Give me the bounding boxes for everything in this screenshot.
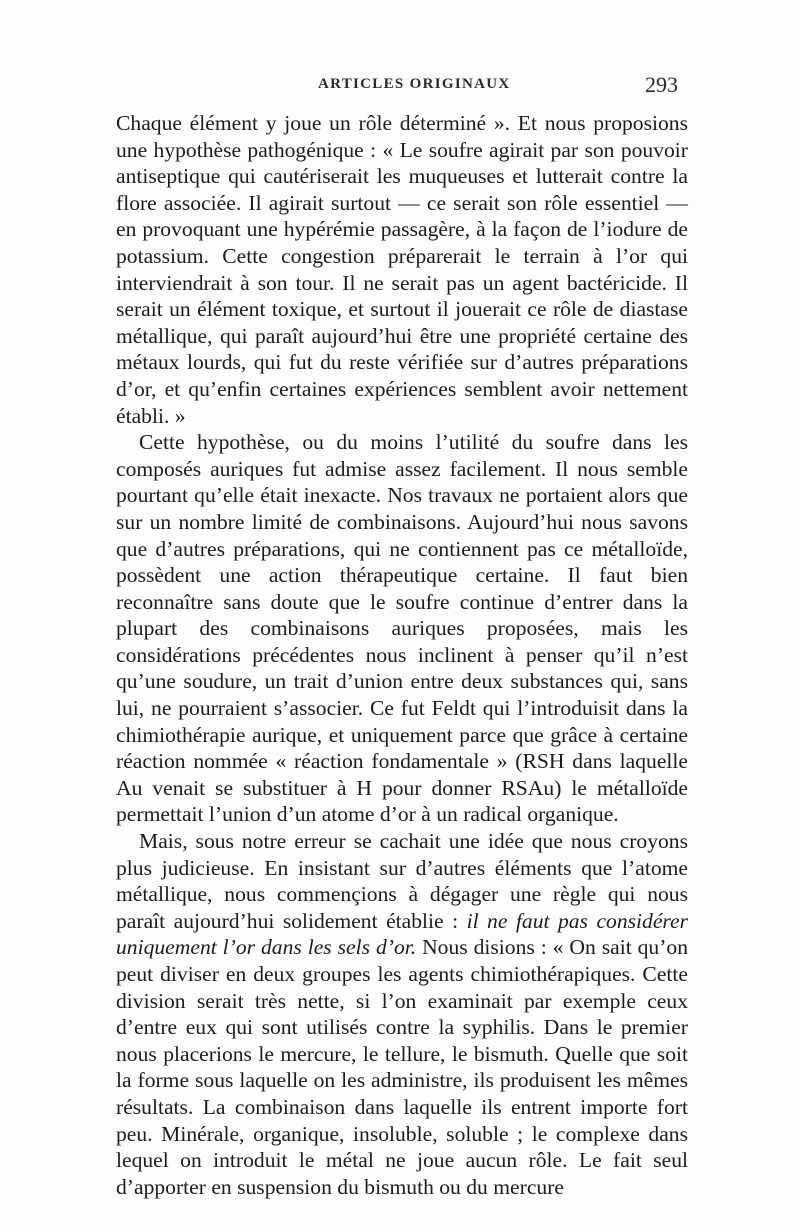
paragraph-2: Cette hypothèse, ou du moins l’utilité du soufre dans les composés auriques fut admise assez facilement. Il nous semble pourtant qu’elle était inexacte. Nos travaux ne portaient alors que sur un nombre limité de combinaisons. Aujourd’hui nous savons que d’autres préparations, qui ne contiennent pas ce métalloïde, possèdent une action thérapeutique certaine. Il faut bien reconnaître sans doute que le soufre continue d’entrer dans la plupart des combinaisons auriques proposées, mais les considérations précédentes nous inclinent à penser qu’il n’est qu’une soudure, un trait d’union entre deux substances qui, sans lui, ne pourraient s’associer. Ce fut Feldt qui l’introduisit dans la chimiothérapie aurique, et uniquement parce que grâce à certaine réaction nommée « réaction fondamentale » (RSH dans laquelle Au venait se substituer à H pour donner RSAu) le métalloïde permettait l’union d’un atome d’or à un radical organique. — [116, 430, 688, 827]
paragraph-3 — [116, 828, 688, 1200]
page-header — [0, 74, 800, 104]
paragraph-1: Chaque élément y joue un rôle déterminé ». Et nous proposions une hypothèse pathogénique : « Le soufre agirait par son pouvoir antiseptique qui cautériserait les muqueuses et lutterait contre la flore associée. Il agirait surtout — ce serait son rôle essentiel — en provoquant une hypérémie passagère, à la façon de l’iodure de potassium. Cette congestion préparerait le terrain à l’or qui interviendrait à son tour. Il ne serait pas un agent bactéricide. Il serait un élément toxique, et surtout il jouerait ce rôle de diastase métallique, qui paraît aujourd’hui être une propriété certaine des métaux lourds, qui fut du reste vérifiée sur d’autres préparations d’or, et qu’enfin certaines expériences semblent avoir nettement établi. » — [116, 111, 688, 428]
running-head: ARTICLES ORIGINAUX — [318, 76, 511, 92]
article-body — [116, 110, 688, 1200]
paragraph-3-text-after: Nous disions : « On sait qu’on peut diviser en deux groupes les agents chimiothérapiques. Cette division serait très nette, si l’on examinait par exemple ceux d’entre eux qui sont utilisés contre la syphilis. Dans le premier nous placerions le mercure, le tellure, le bismuth. Quelle que soit la forme sous laquelle on les administre, ils produisent les mêmes résultats. La combinaison dans laquelle ils entrent importe fort peu. Minérale, organique, insoluble, soluble ; le complexe dans lequel on introduit le métal ne joue aucun rôle. Le fait seul d’apporter en suspension du bismuth ou du mercure — [116, 935, 688, 1199]
paragraph-3-text-before: Mais, sous notre erreur se cachait une idée que nous croyons plus judicieuse. En insistant sur d’autres éléments que l’atome métallique, nous commençions à dégager une règle qui nous paraît aujourd’hui solidement établie : — [116, 829, 688, 933]
page-number: 293 — [645, 72, 678, 97]
paragraph-3-emphasis: il ne faut pas considérer uniquement l’or dans les sels d’or. — [116, 908, 688, 960]
